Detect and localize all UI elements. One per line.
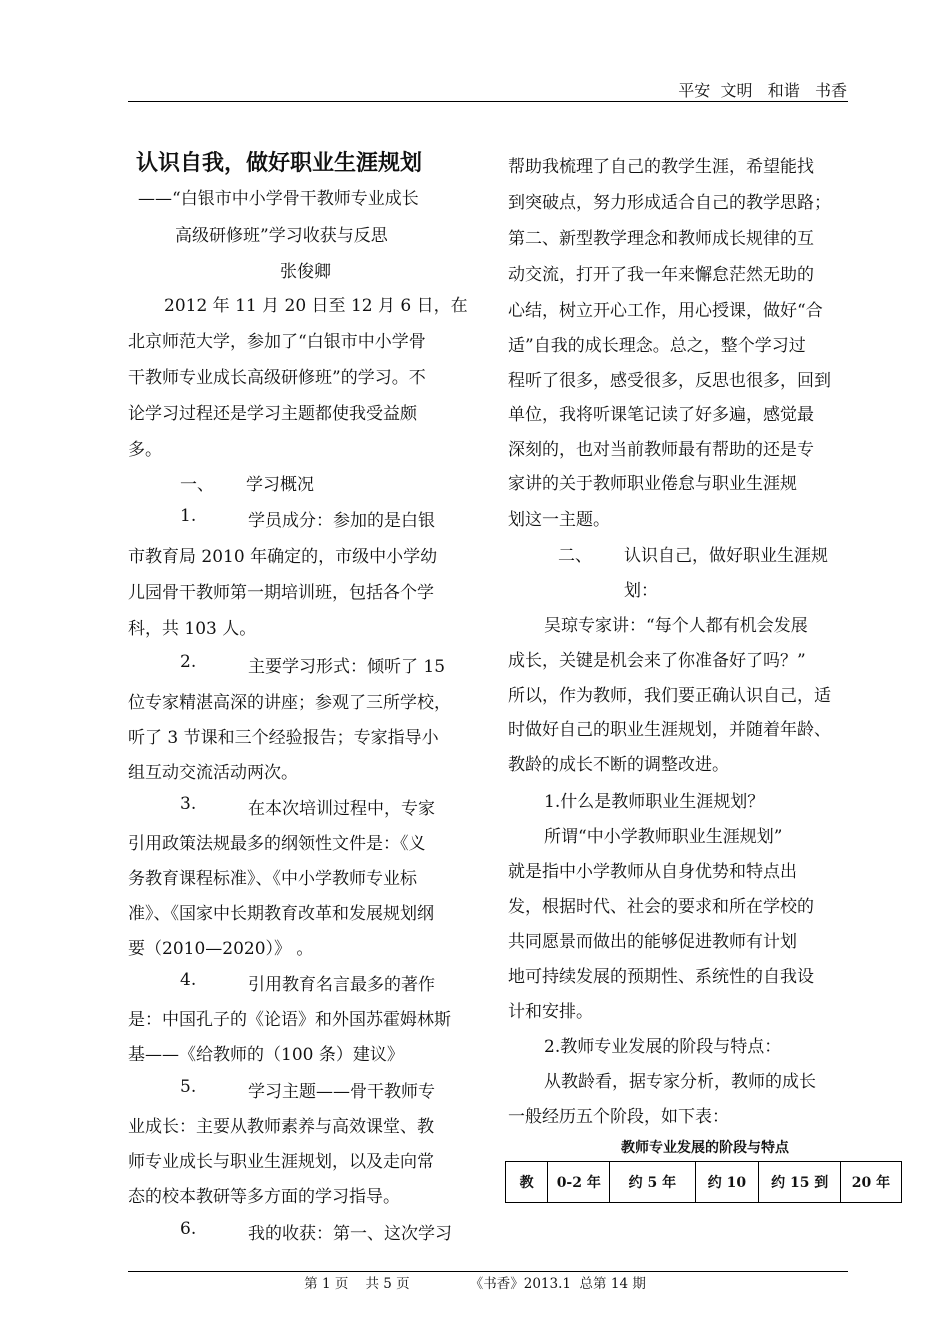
item-4-line-2: 是：中国孔子的《论语》和外国苏霍姆林斯: [128, 1010, 451, 1030]
item-6-number: 6.: [180, 1219, 197, 1239]
section2-heading-line-1: 认识自己，做好职业生涯规: [624, 546, 828, 566]
table-cell: 约 15 到: [759, 1162, 841, 1203]
right-body-line-12: 计和安排。: [508, 1002, 593, 1022]
subtitle-line-2: 高级研修班”学习收获与反思: [175, 226, 388, 246]
item-3-number: 3.: [180, 794, 197, 814]
table-cell: 20 年: [840, 1162, 901, 1203]
right-body-line-5: 教龄的成长不断的调整改进。: [508, 755, 729, 775]
item-2-line-3: 听了 3 节课和三个经验报告；专家指导小: [128, 728, 439, 748]
intro-line-5: 多。: [128, 440, 162, 460]
right-body-line-11: 地可持续发展的预期性、系统性的自我设: [508, 967, 814, 987]
table-cell: 0-2 年: [548, 1162, 610, 1203]
right-body-line-8: 就是指中小学教师从自身优势和特点出: [508, 862, 797, 882]
item-6-line-1: 我的收获：第一、这次学习: [248, 1224, 452, 1244]
intro-line-4: 论学习过程还是学习主题都使我受益颇: [128, 404, 417, 424]
item-4-line-3: 基——《给教师的（100 条）建议》: [128, 1045, 404, 1065]
article-title: 认识自我，做好职业生涯规划: [136, 151, 423, 176]
right-text-line-7: 程听了很多，感受很多，反思也很多，回到: [508, 371, 831, 391]
right-text-line-3: 第二、新型教学理念和教师成长规律的互: [508, 229, 814, 249]
item-3-line-3: 务教育课程标准》、《中小学教师专业标: [128, 869, 417, 889]
author-name: 张俊卿: [280, 262, 331, 282]
item-1-number: 1.: [180, 506, 197, 526]
table-cell: 约 5 年: [610, 1162, 695, 1203]
item-1-line-2: 市教育局 2010 年确定的，市级中小学幼: [128, 547, 438, 567]
right-body-line-1: 吴琼专家讲：“每个人都有机会发展: [544, 616, 808, 636]
right-text-line-10: 家讲的关于教师职业倦怠与职业生涯规: [508, 474, 797, 494]
right-text-line-2: 到突破点，努力形成适合自己的教学思路；: [508, 193, 831, 213]
right-body-line-13: 2.教师专业发展的阶段与特点：: [544, 1037, 782, 1057]
item-2-line-2: 位专家精湛高深的讲座；参观了三所学校，: [128, 693, 451, 713]
table-caption: 教师专业发展的阶段与特点: [621, 1140, 789, 1156]
intro-line-3: 干教师专业成长高级研修班”的学习。不: [128, 368, 426, 388]
item-5-line-2: 业成长：主要从教师素养与高效课堂、教: [128, 1117, 434, 1137]
right-body-line-4: 时做好自己的职业生涯规划，并随着年龄、: [508, 720, 831, 740]
right-body-line-2: 成长，关键是机会来了你准备好了吗？”: [508, 651, 806, 671]
right-text-line-8: 单位，我将听课笔记读了好多遍，感觉最: [508, 405, 814, 425]
section1-number: 一、: [180, 475, 214, 495]
right-text-line-9: 深刻的，也对当前教师最有帮助的还是专: [508, 440, 814, 460]
item-3-line-1: 在本次培训过程中，专家: [248, 799, 435, 819]
subtitle-line-1: ——“白银市中小学骨干教师专业成长: [138, 189, 419, 209]
table-cell: 教: [506, 1162, 548, 1203]
item-5-number: 5.: [180, 1077, 197, 1097]
right-text-line-5: 心结，树立开心工作，用心授课，做好“合: [508, 301, 823, 321]
section1-heading: 学习概况: [246, 475, 314, 495]
item-4-line-1: 引用教育名言最多的著作: [248, 975, 435, 995]
header-rule: [128, 101, 848, 102]
right-body-line-9: 发，根据时代、社会的要求和所在学校的: [508, 897, 814, 917]
right-text-line-6: 适”自我的成长理念。总之，整个学习过: [508, 336, 806, 356]
right-body-line-3: 所以，作为教师，我们要正确认识自己，适: [508, 686, 831, 706]
right-text-line-1: 帮助我梳理了自己的教学生涯，希望能找: [508, 157, 814, 177]
right-body-line-14: 从教龄看，据专家分析，教师的成长: [544, 1072, 816, 1092]
right-body-line-10: 共同愿景而做出的能够促进教师有计划: [508, 932, 797, 952]
item-4-number: 4.: [180, 970, 197, 990]
right-text-line-4: 动交流，打开了我一年来懈怠茫然无助的: [508, 265, 814, 285]
item-2-number: 2.: [180, 652, 197, 672]
section2-number: 二、: [558, 546, 592, 566]
intro-line-1: 2012 年 11 月 20 日至 12 月 6 日，在: [164, 296, 468, 316]
table-cell: 约 10: [695, 1162, 759, 1203]
footer-page-info: 第 1 页 共 5 页 《书香》2013.1 总第 14 期: [304, 1276, 646, 1292]
item-3-line-5: 要（2010—2020）》 。: [128, 939, 314, 959]
item-3-line-4: 准》、《国家中长期教育改革和发展规划纲: [128, 904, 434, 924]
item-3-line-2: 引用政策法规最多的纲领性文件是：《义: [128, 834, 426, 854]
item-2-line-4: 组互动交流活动两次。: [128, 763, 298, 783]
table-row: [506, 1162, 902, 1203]
right-text-line-11: 划这一主题。: [508, 510, 610, 530]
item-5-line-4: 态的校本教研等多方面的学习指导。: [128, 1187, 400, 1207]
section2-heading-line-2: 划：: [624, 581, 658, 601]
item-5-line-1: 学习主题——骨干教师专: [248, 1082, 435, 1102]
header-slogan: 平安 文明 和谐 书香: [678, 81, 847, 100]
item-1-line-3: 儿园骨干教师第一期培训班，包括各个学: [128, 583, 434, 603]
right-body-line-15: 一般经历五个阶段，如下表：: [508, 1107, 729, 1127]
stages-table: [505, 1161, 902, 1203]
intro-line-2: 北京师范大学，参加了“白银市中小学骨: [128, 332, 426, 352]
item-1-line-4: 科，共 103 人。: [128, 619, 257, 639]
item-5-line-3: 师专业成长与职业生涯规划，以及走向常: [128, 1152, 434, 1172]
item-1-line-1: 学员成分：参加的是白银: [248, 511, 435, 531]
right-body-line-7: 所谓“中小学教师职业生涯规划”: [544, 827, 783, 847]
item-2-line-1: 主要学习形式：倾听了 15: [248, 657, 446, 677]
right-body-line-6: 1.什么是教师职业生涯规划？: [544, 792, 765, 812]
